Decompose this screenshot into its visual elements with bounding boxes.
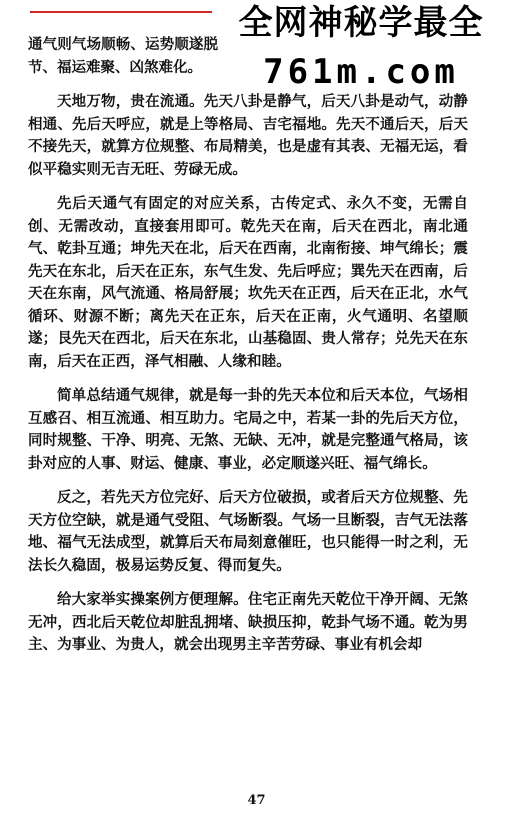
paragraph: 简单总结通气规律，就是每一卦的先天本位和后天本位，气场相互感召、相互流通、相互助力。宅局之中，若某一卦的先后天方位，同时规整、干净、明亮、无煞、无缺、无冲，就是完整通气格局，该卦对应的人事、财运、健康、事业，必定顺遂兴旺、福气绵长。 bbox=[28, 387, 468, 472]
paragraph: 天地万物，贵在流通。先天八卦是静气，后天八卦是动气，动静相通、先后天呼应，就是上等格局、吉宅福地。先天不通后天，后天不接先天，就算方位规整、布局精美，也是虚有其表、无福无运，看似平稳实则无吉无旺、劳碌无成。 bbox=[28, 93, 468, 178]
watermark-url: 761m.com bbox=[263, 52, 459, 92]
paragraph: 给大家举实操案例方便理解。住宅正南先天乾位干净开阔、无煞无冲，西北后天乾位却脏乱拥堵、缺损压抑，乾卦气场不通。乾为男主、为事业、为贵人，就会出现男主辛苦劳碌、事业有机会却 bbox=[28, 591, 468, 653]
paragraph-continued: 通气则气场顺畅、运势顺遂脱节、福运难聚、凶煞难化。 bbox=[28, 36, 218, 76]
watermark-title: 全网神秘学最全 bbox=[238, 3, 484, 43]
paragraph: 先后天通气有固定的对应关系，古传定式、永久不变，无需自创、无需改动，直接套用即可。乾先天在南，后天在西北，南北通气、乾卦互通；坤先天在北，后天在西南，北南衔接、坤气绵长；震先天在东北，后天在正东，东气生发、先后呼应；巽先天在西南，后天在东南，风气流通、格局舒展；坎先天在正西，后天在正北，水气循环、财源不断；离先天在正东，后天在正南，火气通明、名望顺遂；艮先天在西北，后天在东北，山基稳固、贵人常存；兑先天在东南，后天在正西，泽气相融、人缘和睦。 bbox=[28, 195, 468, 370]
paragraph: 反之，若先天方位完好、后天方位破损，或者后天方位规整、先天方位空缺，就是通气受阻、气场断裂。气场一旦断裂，吉气无法落地、福气无法成型，就算后天布局刻意催旺，也只能得一时之利，无法长久稳固，极易运势反复、得而复失。 bbox=[28, 489, 468, 574]
page-number: 47 bbox=[247, 793, 266, 808]
body-text bbox=[28, 34, 468, 669]
header-rule bbox=[30, 11, 212, 13]
